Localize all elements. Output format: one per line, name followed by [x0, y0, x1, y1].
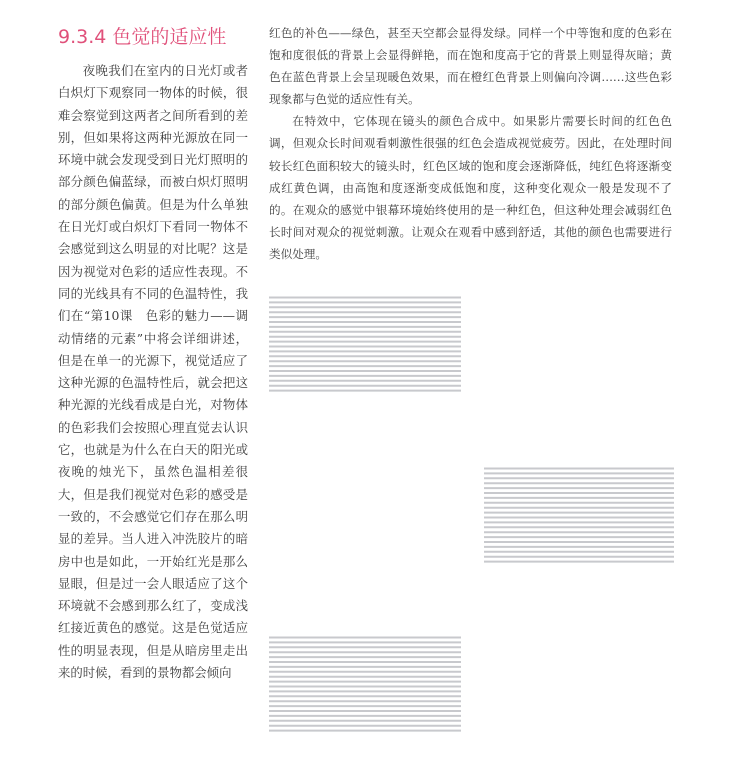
image-placeholder: [484, 467, 674, 565]
image-placeholder: [269, 296, 461, 394]
image-placeholder-lines: [269, 636, 461, 734]
left-text-column: [58, 60, 248, 772]
image-placeholder-lines: [484, 467, 674, 565]
body-paragraph: 在特效中，它体现在镜头的颜色合成中。如果影片需要长时间的红色色调，但观众长时间观看刺激性很强的红色会造成视觉疲劳。因此，在处理时间较长红色面积较大的镜头时，红色区域的饱和度会逐渐降低，纯红色将逐渐变成红黄色调，由高饱和度逐渐变成低饱和度，这种变化观众一般是发现不了的。在观众的感觉中银幕环境始终使用的是一种红色，但这种处理会减弱红色长时间对观众的视觉刺激。让观众在观看中感到舒适，其他的颜色也需要进行类似处理。: [269, 114, 672, 261]
right-text-column: [269, 22, 672, 265]
image-placeholder-lines: [269, 296, 461, 394]
body-paragraph: 红色的补色——绿色，甚至天空都会显得发绿。同样一个中等饱和度的色彩在饱和度很低的背景上会显得鲜艳，而在饱和度高于它的背景上则显得灰暗；黄色在蓝色背景上会呈现暖色效果，而在橙红色背景上则偏向冷调……这些色彩现象都与色觉的适应性有关。: [269, 26, 672, 107]
body-paragraph: 夜晚我们在室内的日光灯或者白炽灯下观察同一物体的时候，很难会察觉到这两者之间所看到的差别，但如果将这两种光源放在同一环境中就会发现受到日光灯照明的部分颜色偏蓝绿，而被白炽灯照明的部分颜色偏黄。但是为什么单独在日光灯或白炽灯下看同一物体不会感觉到这么明显的对比呢？这是因为视觉对色彩的适应性表现。不同的光线具有不同的色温特性，我们在“第10课 色彩的魅力——调动情绪的元素”中将会详细讲述，但是在单一的光源下，视觉适应了这种光源的色温特性后，就会把这种光源的光线看成是白光，对物体的色彩我们会按照心理直觉去认识它，也就是为什么在白天的阳光或夜晚的烛光下，虽然色温相差很大，但是我们视觉对色彩的感受是一致的，不会感觉它们存在那么明显的差异。当人进入冲洗胶片的暗房中也是如此，一开始红光是那么显眼，但是过一会人眼适应了这个环境就不会感到那么红了，变成浅红接近黄色的感觉。这是色觉适应性的明显表现，但是从暗房里走出来的时候，看到的景物都会倾向: [58, 63, 248, 681]
section-heading: 9.3.4 色觉的适应性: [58, 26, 227, 48]
image-placeholder: [269, 636, 461, 734]
